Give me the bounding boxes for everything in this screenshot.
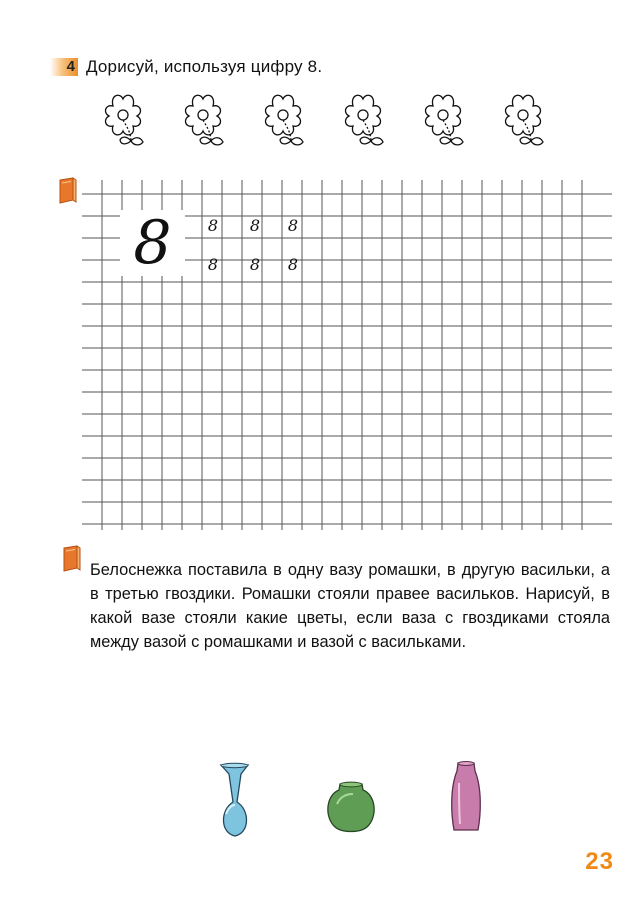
small-digit-8: 8	[249, 216, 261, 235]
small-digit-8: 8	[287, 255, 299, 274]
flower-icon	[172, 85, 242, 155]
sample-digit-8: 8	[120, 210, 185, 276]
task-header	[50, 55, 322, 79]
small-digit-8: 8	[249, 255, 261, 274]
flower-icon	[252, 85, 322, 155]
blue-vase	[214, 760, 256, 840]
problem-text	[90, 558, 610, 654]
book-icon	[57, 177, 79, 205]
page-number: 23	[585, 848, 614, 875]
flower-icon	[92, 85, 162, 155]
small-digit-8: 8	[207, 255, 219, 274]
flower-row	[92, 85, 562, 155]
problem-paragraph: Белоснежка поставила в одну вазу ромашки, в другую васильки, а в третью гвоздики. Ромашки стояли правее васильков. Нарисуй, в какой вазе стояли какие цветы, если ваза с гвоздиками стояла между вазой с ромашками и вазой с васильками.	[90, 561, 610, 651]
small-digit-8: 8	[287, 216, 299, 235]
task-number: 4	[66, 58, 75, 75]
small-digit-8: 8	[207, 216, 219, 235]
task-number-badge	[50, 58, 78, 76]
book-icon	[61, 545, 83, 573]
flower-icon	[492, 85, 562, 155]
task-title: Дорисуй, используя цифру 8.	[86, 57, 323, 76]
green-vase	[322, 777, 380, 835]
pink-vase	[448, 758, 484, 836]
flower-icon	[332, 85, 402, 155]
flower-icon	[412, 85, 482, 155]
